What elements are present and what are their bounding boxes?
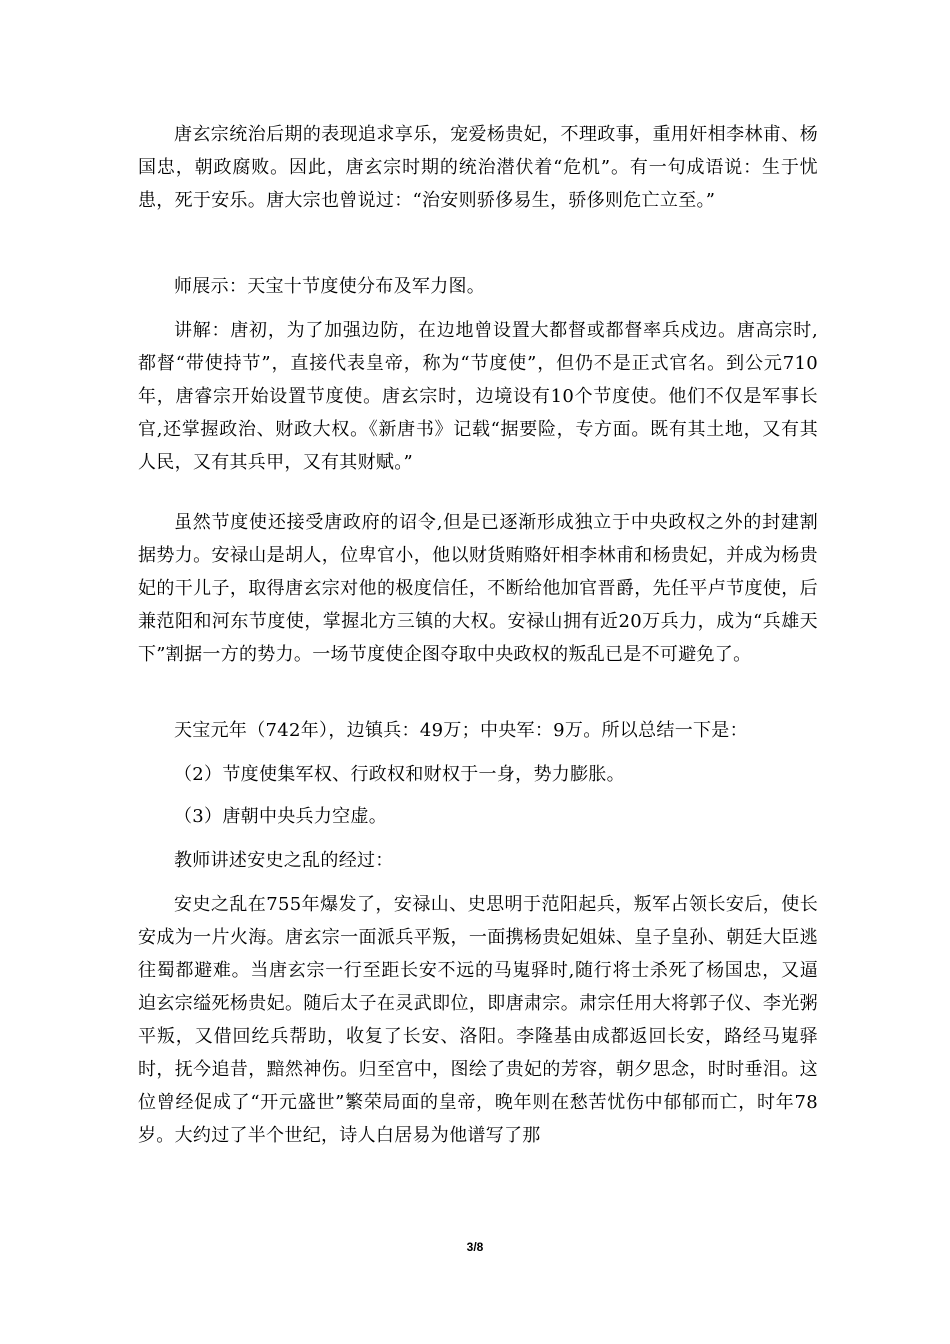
summary-point-3: （3）唐朝中央兵力空虚。 (174, 806, 388, 827)
paragraph-teacher-narrates: 教师讲述安史之乱的经过： (174, 850, 394, 871)
paragraph-an-shi-rebellion: 安史之乱在755年爆发了，安禄山、史思明于范阳起兵，叛军占领长安后，使长安成为一片火海。唐玄宗一面派兵平叛，一面携杨贵妃姐妹、皇子皇孙、朝廷大臣逃往蜀都避难。当唐玄宗一行至距长安不远的马嵬驿时,随行将士杀死了杨国忠，又逼迫玄宗缢死杨贵妃。随后太子在灵武即位，即唐肃宗。肃宗任用大将郭子仪、李光粥平叛，又借回纥兵帮助，收复了长安、洛阳。李隆基由成都返回长安，路经马嵬驿时，抚今追昔，黯然神伤。归至宫中，图绘了贵妃的芳容，朝夕思念，时时垂泪。这位曾经促成了“开元盛世”繁荣局面的皇帝，晚年则在愁苦忧伤中郁郁而亡，时年78岁。大约过了半个世纪，诗人白居易为他谱写了那 (138, 894, 818, 1146)
paragraph-explanation-jiedushi: 讲解：唐初，为了加强边防，在边地曾设置大都督或都督率兵戍边。唐高宗时,都督“带使持节”，直接代表皇帝，称为“节度使”，但仍不是正式官名。到公元710年，唐睿宗开始设置节度使。唐玄宗时，边境设有10个节度使。他们不仅是军事长官,还掌握政治、财政大权。《新唐书》记载“据要险，专方面。既有其土地，又有其人民，又有其兵甲，又有其财赋。” (138, 320, 818, 473)
paragraph-xuanzong-decline: 唐玄宗统治后期的表现追求享乐，宠爱杨贵妃，不理政事，重用奸相李林甫、杨国忠，朝政腐败。因此，唐玄宗时期的统治潜伏着“危机”。有一句成语说：生于忧患，死于安乐。唐大宗也曾说过：“治安则骄侈易生，骄侈则危亡立至。” (138, 124, 818, 211)
paragraph-troop-numbers: 天宝元年（742年），边镇兵：49万；中央军：9万。所以总结一下是： (174, 720, 748, 741)
paragraph-an-lushan: 虽然节度使还接受唐政府的诏令,但是已逐渐形成独立于中央政权之外的封建割据势力。安禄山是胡人，位卑官小，他以财货贿赂奸相李林甫和杨贵妃，并成为杨贵妃的干儿子，取得唐玄宗对他的极度信任，不断给他加官晋爵，先任平卢节度使，后兼范阳和河东节度使，掌握北方三镇的大权。安禄山拥有近20万兵力，成为“兵雄天下”割据一方的势力。一场节度使企图夺取中央政权的叛乱已是不可避免了。 (138, 512, 818, 665)
page-number: 3/8 (466, 1240, 484, 1254)
paragraph-teacher-shows-map: 师展示：天宝十节度使分布及军力图。 (174, 276, 486, 297)
summary-point-2: （2）节度使集军权、行政权和财权于一身，势力膨胀。 (174, 764, 625, 785)
